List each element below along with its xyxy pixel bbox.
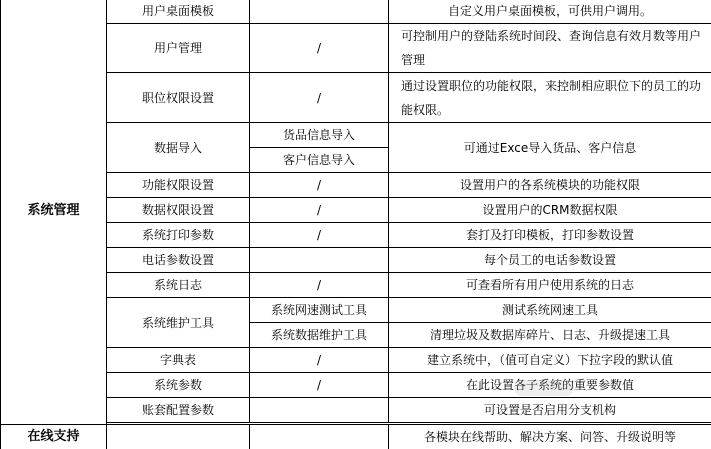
feature-cell: 数据权限设置 bbox=[107, 198, 250, 223]
feature-cell: 系统日志 bbox=[107, 273, 250, 298]
sub-feature-cell: / bbox=[250, 173, 389, 198]
table-row bbox=[1, 123, 711, 148]
feature-cell: 系统维护工具 bbox=[107, 298, 250, 348]
description-cell: 设置用户的各系统模块的功能权限 bbox=[389, 173, 711, 198]
description-cell: 可设置是否启用分支机构 bbox=[389, 398, 711, 423]
description-cell: 建立系统中，（值可自定义）下拉字段的默认值 bbox=[389, 348, 711, 373]
table-row bbox=[1, 373, 711, 398]
feature-cell: 职位权限设置 bbox=[107, 73, 250, 123]
sub-feature-cell bbox=[250, 0, 389, 24]
sub-feature-cell: / bbox=[250, 373, 389, 398]
sub-feature-cell: 系统数据维护工具 bbox=[250, 323, 389, 348]
sub-feature-cell bbox=[250, 248, 389, 273]
table-row bbox=[1, 348, 711, 373]
sub-feature-cell: / bbox=[250, 198, 389, 223]
sub-feature-cell bbox=[250, 424, 389, 449]
description-cell: 设置用户的CRM数据权限 bbox=[389, 198, 711, 223]
feature-cell: 功能权限设置 bbox=[107, 173, 250, 198]
sub-feature-cell bbox=[250, 398, 389, 423]
table-row bbox=[1, 273, 711, 298]
table-row bbox=[1, 248, 711, 273]
sub-feature-cell: / bbox=[250, 348, 389, 373]
feature-cell bbox=[107, 424, 250, 449]
table-row bbox=[1, 73, 711, 123]
feature-cell: 字典表 bbox=[107, 348, 250, 373]
description-cell: 可控制用户的登陆系统时间段、查询信息有效月数等用户管理 bbox=[389, 24, 711, 73]
table-row bbox=[1, 298, 711, 323]
description-cell: 自定义用户桌面模板，可供用户调用。 bbox=[389, 0, 711, 24]
table-row bbox=[1, 173, 711, 198]
table-row bbox=[1, 424, 711, 449]
description-cell: 可查看所有用户使用系统的日志 bbox=[389, 273, 711, 298]
watermark-logo bbox=[514, 380, 574, 396]
description-cell: 每个员工的电话参数设置 bbox=[389, 248, 711, 273]
feature-cell: 账套配置参数 bbox=[107, 398, 250, 423]
description-cell: 清理垃圾及数据库碎片、日志、升级提速工具 bbox=[389, 323, 711, 348]
module-cell-online-support: 在线支持 bbox=[1, 424, 107, 449]
description-cell: 通过设置职位的功能权限，来控制相应职位下的员工的功能权限。 bbox=[389, 73, 711, 123]
table-row bbox=[1, 24, 711, 73]
description-cell: 各模块在线帮助、解决方案、问答、升级说明等 bbox=[389, 424, 711, 449]
table-row bbox=[1, 223, 711, 248]
table-row bbox=[1, 0, 711, 24]
feature-cell: 系统打印参数 bbox=[107, 223, 250, 248]
sub-feature-cell: 客户信息导入 bbox=[250, 148, 389, 173]
feature-cell: 用户桌面模板 bbox=[107, 0, 250, 24]
table-row bbox=[1, 398, 711, 423]
feature-cell: 数据导入 bbox=[107, 123, 250, 173]
sub-feature-cell: / bbox=[250, 73, 389, 123]
table-row bbox=[1, 198, 711, 223]
sub-feature-cell: 货品信息导入 bbox=[250, 123, 389, 148]
description-cell: 可通过Exce导入货品、客户信息 bbox=[389, 123, 711, 173]
module-cell-system-management: 系统管理 bbox=[1, 0, 107, 424]
sub-feature-cell: 系统网速测试工具 bbox=[250, 298, 389, 323]
description-cell: 测试系统网速工具 bbox=[389, 298, 711, 323]
sub-feature-cell: / bbox=[250, 273, 389, 298]
feature-cell: 用户管理 bbox=[107, 24, 250, 73]
sub-feature-cell: / bbox=[250, 223, 389, 248]
feature-cell: 系统参数 bbox=[107, 373, 250, 398]
description-cell: 在此设置各子系统的重要参数值 bbox=[389, 373, 711, 398]
feature-cell: 电话参数设置 bbox=[107, 248, 250, 273]
sub-feature-cell: / bbox=[250, 24, 389, 73]
description-cell: 套打及打印模板，打印参数设置 bbox=[389, 223, 711, 248]
